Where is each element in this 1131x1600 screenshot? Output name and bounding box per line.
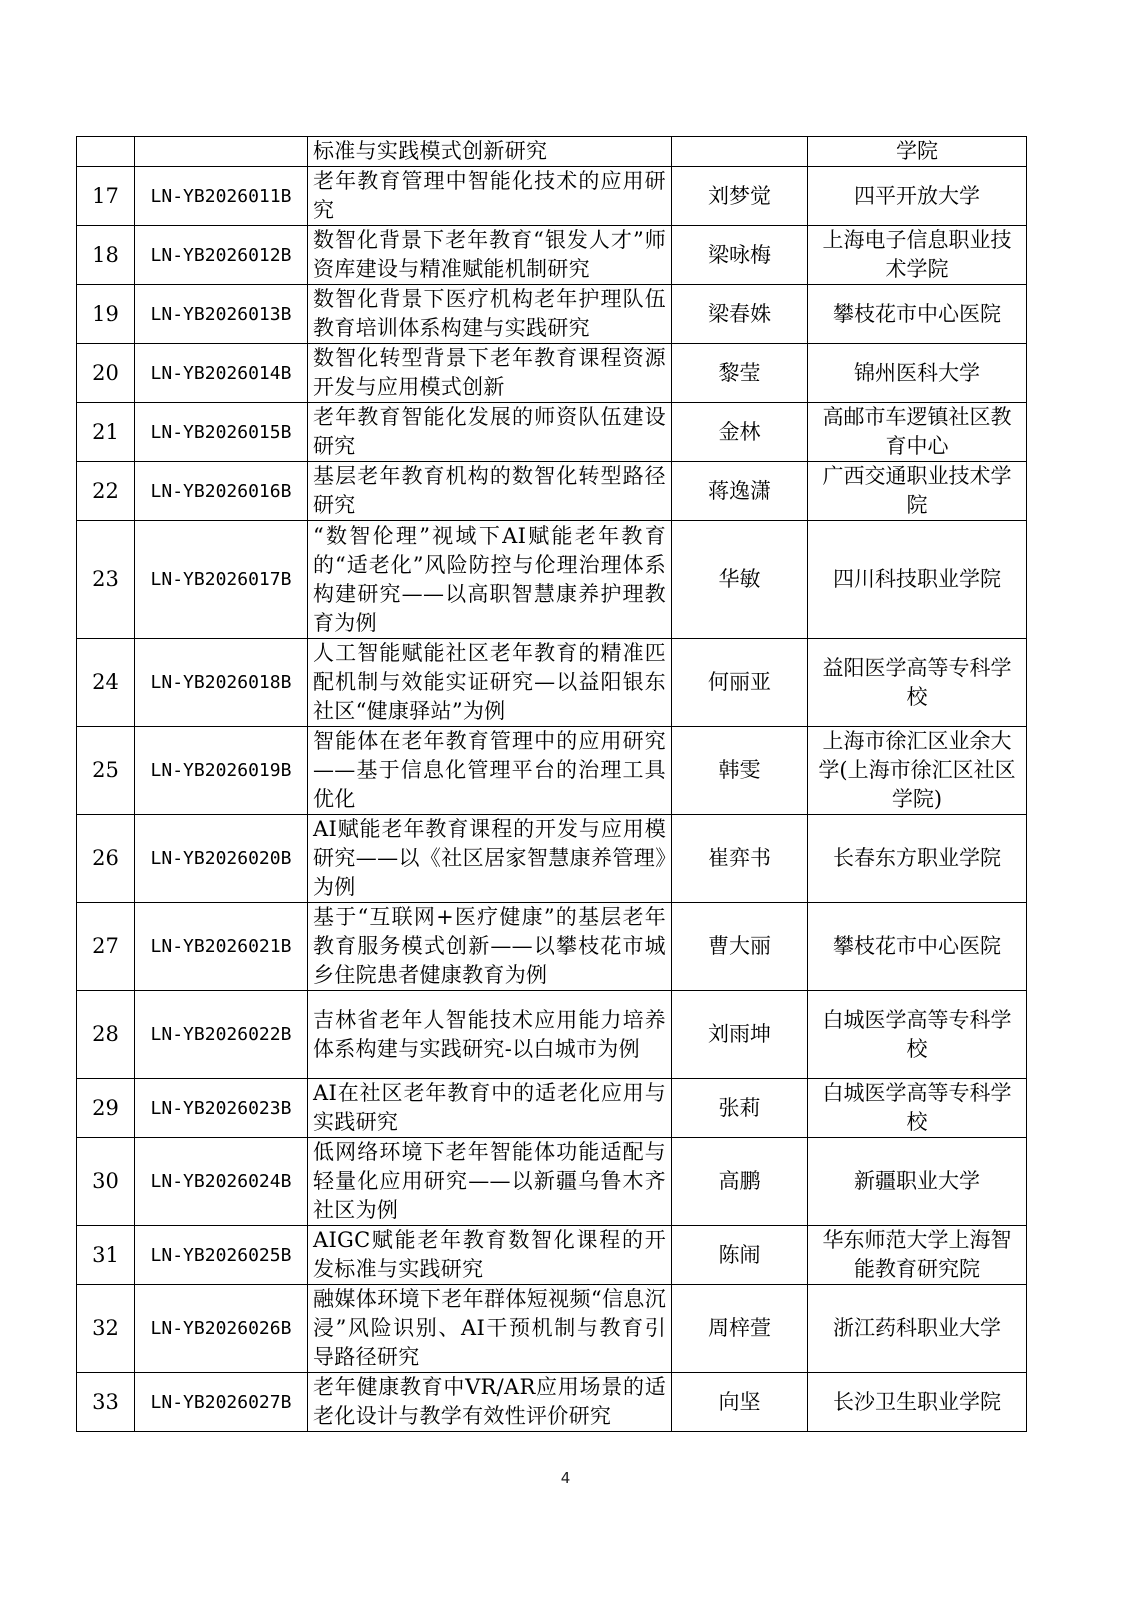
project-leader: 金林 bbox=[672, 403, 808, 462]
project-code: LN-YB2026022B bbox=[135, 991, 308, 1079]
project-title: 老年教育管理中智能化技术的应用研究 bbox=[308, 167, 672, 226]
project-organization: 锦州医科大学 bbox=[808, 344, 1027, 403]
project-title: 基于“互联网+医疗健康”的基层老年教育服务模式创新——以攀枝花市城乡住院患者健康教育为例 bbox=[308, 903, 672, 991]
project-leader: 崔弈书 bbox=[672, 815, 808, 903]
project-list-body bbox=[77, 137, 1027, 1432]
project-leader: 何丽亚 bbox=[672, 639, 808, 727]
project-leader: 梁春姝 bbox=[672, 285, 808, 344]
table-row bbox=[77, 815, 1027, 903]
project-leader: 周梓萱 bbox=[672, 1285, 808, 1373]
project-code: LN-YB2026026B bbox=[135, 1285, 308, 1373]
project-leader: 张莉 bbox=[672, 1079, 808, 1138]
project-leader: 蒋逸潇 bbox=[672, 462, 808, 521]
project-leader: 华敏 bbox=[672, 521, 808, 639]
row-number: 31 bbox=[77, 1226, 135, 1285]
project-code: LN-YB2026011B bbox=[135, 167, 308, 226]
project-organization: 攀枝花市中心医院 bbox=[808, 285, 1027, 344]
project-code: LN-YB2026016B bbox=[135, 462, 308, 521]
row-number: 17 bbox=[77, 167, 135, 226]
project-organization: 上海市徐汇区业余大学(上海市徐汇区社区学院) bbox=[808, 727, 1027, 815]
table-row bbox=[77, 462, 1027, 521]
project-title: 老年教育智能化发展的师资队伍建设研究 bbox=[308, 403, 672, 462]
project-title: 基层老年教育机构的数智化转型路径研究 bbox=[308, 462, 672, 521]
project-organization: 广西交通职业技术学院 bbox=[808, 462, 1027, 521]
table-row bbox=[77, 1138, 1027, 1226]
project-organization: 长沙卫生职业学院 bbox=[808, 1373, 1027, 1432]
table-row bbox=[77, 1226, 1027, 1285]
row-number: 21 bbox=[77, 403, 135, 462]
project-code: LN-YB2026024B bbox=[135, 1138, 308, 1226]
project-code: LN-YB2026019B bbox=[135, 727, 308, 815]
project-leader: 韩雯 bbox=[672, 727, 808, 815]
table-row bbox=[77, 639, 1027, 727]
project-title: 低网络环境下老年智能体功能适配与轻量化应用研究——以新疆乌鲁木齐社区为例 bbox=[308, 1138, 672, 1226]
project-leader bbox=[672, 137, 808, 167]
row-number: 18 bbox=[77, 226, 135, 285]
project-title: 智能体在老年教育管理中的应用研究——基于信息化管理平台的治理工具优化 bbox=[308, 727, 672, 815]
row-number: 24 bbox=[77, 639, 135, 727]
project-organization: 益阳医学高等专科学校 bbox=[808, 639, 1027, 727]
table-row bbox=[77, 285, 1027, 344]
table-row bbox=[77, 403, 1027, 462]
project-organization: 华东师范大学上海智能教育研究院 bbox=[808, 1226, 1027, 1285]
project-code bbox=[135, 137, 308, 167]
table-row bbox=[77, 1079, 1027, 1138]
project-title: AI赋能老年教育课程的开发与应用模研究——以《社区居家智慧康养管理》为例 bbox=[308, 815, 672, 903]
project-code: LN-YB2026014B bbox=[135, 344, 308, 403]
table-row bbox=[77, 521, 1027, 639]
project-title: 标准与实践模式创新研究 bbox=[308, 137, 672, 167]
project-organization: 四平开放大学 bbox=[808, 167, 1027, 226]
row-number: 33 bbox=[77, 1373, 135, 1432]
project-leader: 黎莹 bbox=[672, 344, 808, 403]
project-title: 数智化背景下老年教育“银发人才”师资库建设与精准赋能机制研究 bbox=[308, 226, 672, 285]
project-title: 融媒体环境下老年群体短视频“信息沉浸”风险识别、AI干预机制与教育引导路径研究 bbox=[308, 1285, 672, 1373]
project-code: LN-YB2026023B bbox=[135, 1079, 308, 1138]
project-organization: 四川科技职业学院 bbox=[808, 521, 1027, 639]
project-organization: 浙江药科职业大学 bbox=[808, 1285, 1027, 1373]
project-leader: 梁咏梅 bbox=[672, 226, 808, 285]
project-code: LN-YB2026013B bbox=[135, 285, 308, 344]
table-row bbox=[77, 167, 1027, 226]
project-list-table bbox=[76, 136, 1027, 1432]
row-number: 23 bbox=[77, 521, 135, 639]
row-number: 27 bbox=[77, 903, 135, 991]
page-number: 4 bbox=[560, 1469, 571, 1487]
project-title: AI在社区老年教育中的适老化应用与实践研究 bbox=[308, 1079, 672, 1138]
project-code: LN-YB2026027B bbox=[135, 1373, 308, 1432]
row-number: 30 bbox=[77, 1138, 135, 1226]
row-number: 32 bbox=[77, 1285, 135, 1373]
row-number: 22 bbox=[77, 462, 135, 521]
project-leader: 刘雨坤 bbox=[672, 991, 808, 1079]
row-number: 25 bbox=[77, 727, 135, 815]
project-code: LN-YB2026021B bbox=[135, 903, 308, 991]
project-title: 吉林省老年人智能技术应用能力培养体系构建与实践研究-以白城市为例 bbox=[308, 991, 672, 1079]
project-organization: 长春东方职业学院 bbox=[808, 815, 1027, 903]
project-code: LN-YB2026015B bbox=[135, 403, 308, 462]
project-organization: 白城医学高等专科学校 bbox=[808, 1079, 1027, 1138]
project-title: 老年健康教育中VR/AR应用场景的适老化设计与教学有效性评价研究 bbox=[308, 1373, 672, 1432]
project-organization: 攀枝花市中心医院 bbox=[808, 903, 1027, 991]
project-organization: 新疆职业大学 bbox=[808, 1138, 1027, 1226]
project-leader: 刘梦觉 bbox=[672, 167, 808, 226]
project-organization: 上海电子信息职业技术学院 bbox=[808, 226, 1027, 285]
table-row bbox=[77, 344, 1027, 403]
table-row bbox=[77, 903, 1027, 991]
project-leader: 向坚 bbox=[672, 1373, 808, 1432]
project-code: LN-YB2026012B bbox=[135, 226, 308, 285]
table-row bbox=[77, 226, 1027, 285]
row-number: 26 bbox=[77, 815, 135, 903]
row-number: 19 bbox=[77, 285, 135, 344]
project-title: AIGC赋能老年教育数智化课程的开发标准与实践研究 bbox=[308, 1226, 672, 1285]
project-leader: 曹大丽 bbox=[672, 903, 808, 991]
table-row bbox=[77, 137, 1027, 167]
project-leader: 陈闹 bbox=[672, 1226, 808, 1285]
row-number: 29 bbox=[77, 1079, 135, 1138]
project-organization: 学院 bbox=[808, 137, 1027, 167]
project-title: “数智伦理”视域下AI赋能老年教育的“适老化”风险防控与伦理治理体系构建研究——以高职智慧康养护理教育为例 bbox=[308, 521, 672, 639]
project-title: 数智化背景下医疗机构老年护理队伍教育培训体系构建与实践研究 bbox=[308, 285, 672, 344]
table-row bbox=[77, 991, 1027, 1079]
table-row bbox=[77, 1373, 1027, 1432]
project-organization: 白城医学高等专科学校 bbox=[808, 991, 1027, 1079]
row-number bbox=[77, 137, 135, 167]
table-row bbox=[77, 1285, 1027, 1373]
project-organization: 高邮市车逻镇社区教育中心 bbox=[808, 403, 1027, 462]
row-number: 20 bbox=[77, 344, 135, 403]
project-code: LN-YB2026020B bbox=[135, 815, 308, 903]
row-number: 28 bbox=[77, 991, 135, 1079]
project-code: LN-YB2026017B bbox=[135, 521, 308, 639]
project-code: LN-YB2026018B bbox=[135, 639, 308, 727]
project-title: 数智化转型背景下老年教育课程资源开发与应用模式创新 bbox=[308, 344, 672, 403]
project-code: LN-YB2026025B bbox=[135, 1226, 308, 1285]
project-leader: 高鹏 bbox=[672, 1138, 808, 1226]
project-title: 人工智能赋能社区老年教育的精准匹配机制与效能实证研究—以益阳银东社区“健康驿站”为例 bbox=[308, 639, 672, 727]
table-row bbox=[77, 727, 1027, 815]
